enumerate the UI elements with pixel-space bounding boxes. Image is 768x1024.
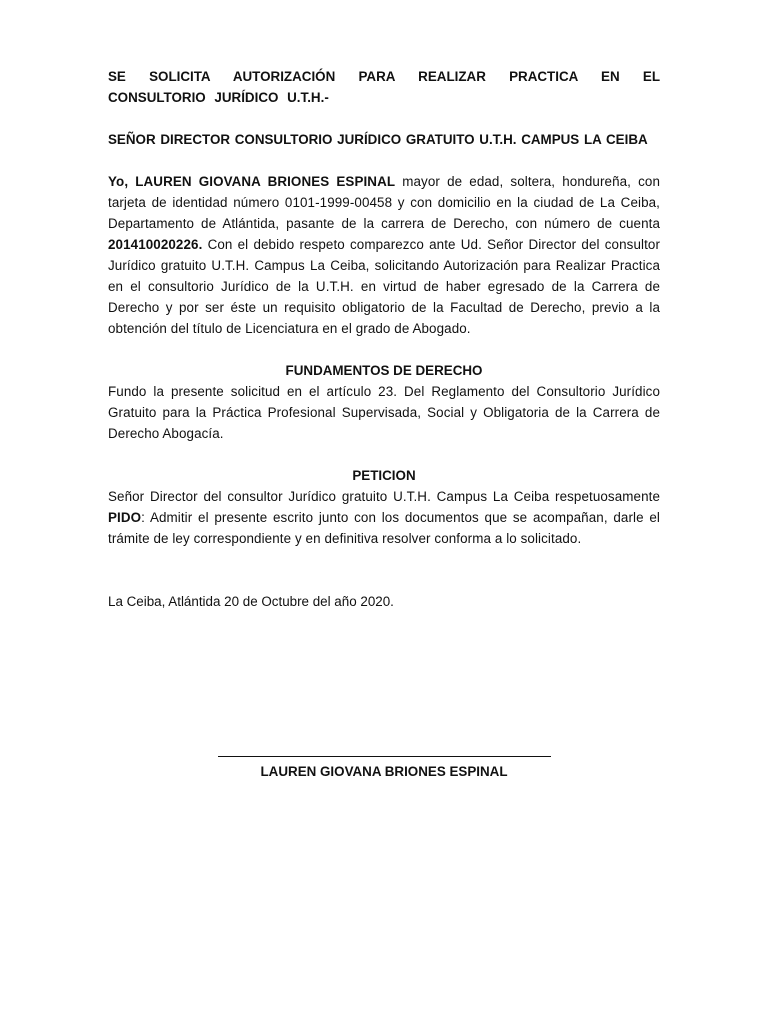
intro-paragraph (108, 171, 660, 339)
place-and-date: La Ceiba, Atlántida 20 de Octubre del año 2020. (108, 594, 394, 609)
subject-line: SE SOLICITA AUTORIZACIÓN PARA REALIZAR PRACTICA EN EL CONSULTORIO JURÍDICO U.T.H.- (108, 69, 660, 105)
account-number: 201410020226. (108, 237, 203, 252)
signer-name: LAUREN GIOVANA BRIONES ESPINAL (260, 764, 508, 779)
fundamentos-paragraph: Fundo la presente solicitud en el artículo 23. Del Reglamento del Consultorio Jurídico Gratuito para la Práctica Profesional Supervisada, Social y Obligatoria de la Carrera de Derecho Abogacía. (108, 384, 660, 441)
addressee-line: SEÑOR DIRECTOR CONSULTORIO JURÍDICO GRATUITO U.T.H. CAMPUS LA CEIBA (108, 132, 648, 147)
pido-keyword: PIDO (108, 510, 142, 525)
peticion-paragraph (108, 486, 660, 549)
peticion-heading: PETICION (352, 468, 416, 483)
document-body (108, 66, 660, 612)
peticion-text-1: Señor Director del consultor Jurídico gratuito U.T.H. Campus La Ceiba respetuosamente (108, 489, 660, 504)
signature-block (108, 746, 660, 782)
intro-text-1: mayor de edad, soltera, hondureña, con tarjeta de identidad número 0101-1999-00458 y con domicilio en la ciudad de La Ceiba, Departamento de Atlántida, pasante de la carrera de Derecho, con número de cuenta (108, 174, 660, 231)
applicant-name: Yo, LAUREN GIOVANA BRIONES ESPINAL (108, 174, 396, 189)
peticion-text-2: : Admitir el presente escrito junto con los documentos que se acompañan, darle el trámite de ley correspondiente y en definitiva resolver conforma a lo solicitado. (108, 510, 660, 546)
signature-line (218, 746, 551, 757)
intro-text-2: Con el debido respeto comparezco ante Ud. Señor Director del consultor Jurídico gratuito U.T.H. Campus La Ceiba, solicitando Autorización para Realizar Practica en el consultorio Jurídico de la U.T.H. en virtud de haber egresado de la Carrera de Derecho y por ser éste un requisito obligatorio de la Facultad de Derecho, previo a la obtención del título de Licenciatura en el grado de Abogado. (108, 237, 660, 336)
fundamentos-heading: FUNDAMENTOS DE DERECHO (285, 363, 483, 378)
